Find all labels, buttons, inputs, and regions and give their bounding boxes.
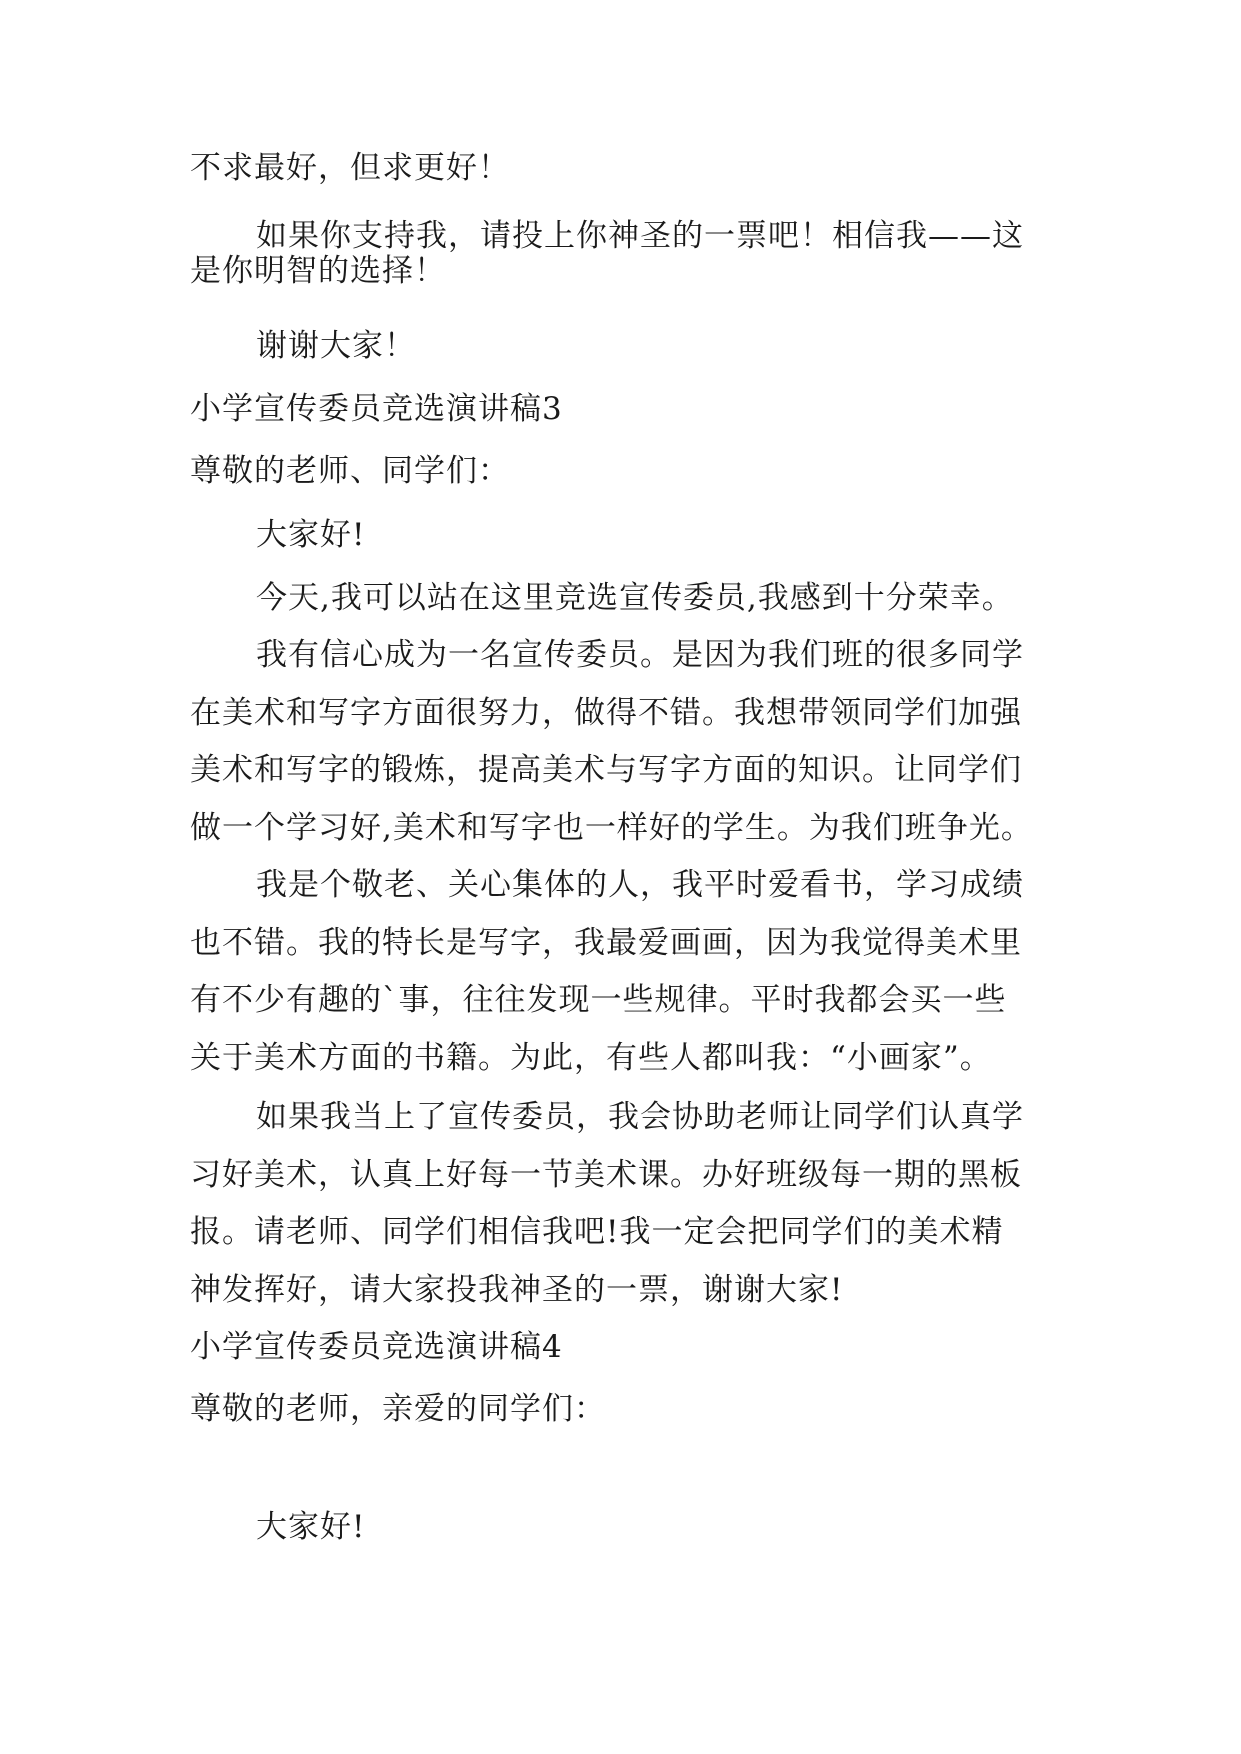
paragraph-line: 也不错。我的特长是写字，我最爱画画，因为我觉得美术里	[190, 925, 1022, 961]
greeting: 大家好!	[256, 517, 366, 553]
paragraph-line: 如果我当上了宣传委员，我会协助老师让同学们认真学	[256, 1099, 1024, 1135]
paragraph-line: 报。请老师、同学们相信我吧!我一定会把同学们的美术精	[190, 1214, 1004, 1250]
salutation: 尊敬的老师，亲爱的同学们：	[190, 1391, 606, 1427]
section-heading: 小学宣传委员竞选演讲稿3	[190, 391, 563, 427]
paragraph-line: 我有信心成为一名宣传委员。是因为我们班的很多同学	[256, 637, 1024, 673]
paragraph-line: 今天,我可以站在这里竞选宣传委员,我感到十分荣幸。	[256, 580, 1014, 616]
paragraph-line: 美术和写字的锻炼，提高美术与写字方面的知识。让同学们	[190, 752, 1022, 788]
paragraph-line: 如果你支持我，请投上你神圣的一票吧！相信我——这	[256, 218, 1024, 254]
salutation: 尊敬的老师、同学们：	[190, 453, 510, 489]
paragraph-line: 是你明智的选择！	[190, 253, 446, 289]
paragraph-line: 习好美术，认真上好每一节美术课。办好班级每一期的黑板	[190, 1157, 1022, 1193]
paragraph-line: 关于美术方面的书籍。为此，有些人都叫我：“小画家”。	[190, 1040, 992, 1076]
paragraph-line: 谢谢大家！	[256, 328, 416, 364]
paragraph-line: 神发挥好，请大家投我神圣的一票，谢谢大家!	[190, 1272, 844, 1308]
paragraph-line: 不求最好，但求更好！	[190, 150, 510, 186]
greeting: 大家好!	[256, 1509, 366, 1545]
paragraph-line: 我是个敬老、关心集体的人，我平时爱看书，学习成绩	[256, 867, 1024, 903]
paragraph-line: 做一个学习好,美术和写字也一样好的学生。为我们班争光。	[190, 810, 1033, 846]
section-heading: 小学宣传委员竞选演讲稿4	[190, 1329, 563, 1365]
paragraph-line: 在美术和写字方面很努力，做得不错。我想带领同学们加强	[190, 695, 1022, 731]
paragraph-line: 有不少有趣的`事，往往发现一些规律。平时我都会买一些	[190, 982, 1007, 1018]
